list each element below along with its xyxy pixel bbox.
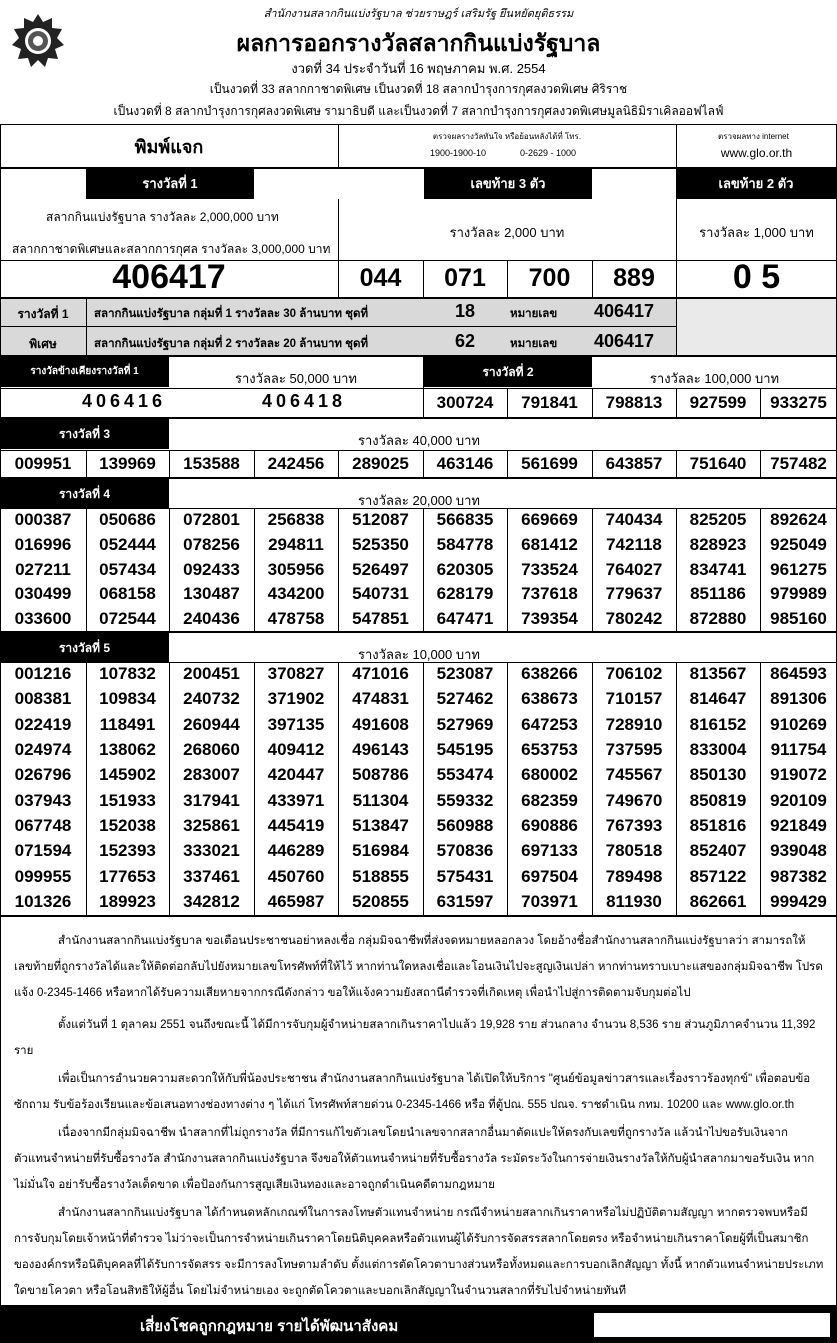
fourth-prize-number: 733524 bbox=[521, 559, 578, 579]
fifth-prize-number: 516984 bbox=[352, 841, 409, 861]
fifth-prize-number: 189923 bbox=[99, 891, 156, 911]
special-row-2-set: 62 bbox=[454, 331, 476, 351]
internet-label: ตรวจผลทาง internet bbox=[718, 132, 789, 141]
fifth-prize-number: 409412 bbox=[267, 740, 325, 760]
fifth-prize-number: 107832 bbox=[99, 664, 156, 684]
fourth-prize-number: 737618 bbox=[521, 584, 578, 604]
fourth-prize-number: 739354 bbox=[521, 609, 578, 629]
fourth-prize-number: 780242 bbox=[605, 609, 663, 629]
last3-label: เลขท้าย 3 ตัว bbox=[424, 169, 592, 199]
fifth-prize-number: 151933 bbox=[99, 790, 156, 810]
fourth-prize-number: 525350 bbox=[352, 534, 409, 554]
fifth-prize-number: 333021 bbox=[183, 841, 240, 861]
fifth-prize-number: 851816 bbox=[689, 815, 747, 835]
fifth-prize-number: 527462 bbox=[436, 689, 494, 709]
fifth-prize-number: 465987 bbox=[267, 891, 325, 911]
fourth-prize-number: 540731 bbox=[352, 584, 409, 604]
page-title: ผลการออกรางวัลสลากกินแบ่งรัฐบาล bbox=[236, 30, 601, 56]
fourth-prize-number: 068158 bbox=[99, 584, 156, 604]
fourth-prize-number: 851186 bbox=[690, 584, 746, 604]
third-prize-number: 139969 bbox=[99, 453, 156, 473]
fifth-prize-number: 570836 bbox=[436, 841, 494, 861]
fourth-prize-number: 050686 bbox=[99, 509, 156, 529]
fifth-prize-number: 099955 bbox=[14, 866, 72, 886]
fifth-prize-number: 647253 bbox=[521, 714, 578, 734]
fifth-prize-number: 816152 bbox=[689, 714, 747, 734]
fifth-prize-number: 811930 bbox=[606, 891, 662, 911]
third-prize-number: 009951 bbox=[14, 453, 72, 473]
fourth-prize-number: 027211 bbox=[15, 559, 71, 579]
fourth-prize-desc: รางวัลละ 20,000 บาท bbox=[358, 493, 480, 508]
fourth-prize-number: 779637 bbox=[605, 584, 663, 604]
fifth-prize-number: 446289 bbox=[267, 841, 325, 861]
fifth-prize-number: 523087 bbox=[436, 664, 494, 684]
fifth-prize-number: 559332 bbox=[436, 790, 494, 810]
fourth-prize-number: 764027 bbox=[605, 559, 663, 579]
fifth-prize-number: 527969 bbox=[436, 714, 494, 734]
fourth-prize-number: 925049 bbox=[770, 534, 827, 554]
special-label-2: พิเศษ bbox=[29, 337, 57, 351]
fifth-prize-label: รางวัลที่ 5 bbox=[0, 633, 169, 663]
fifth-prize-number: 939048 bbox=[770, 841, 827, 861]
third-prize-desc: รางวัลละ 40,000 บาท bbox=[358, 433, 480, 448]
fifth-prize-number: 109834 bbox=[99, 689, 156, 709]
fifth-prize-number: 857122 bbox=[689, 866, 747, 886]
special-row-2-num-label: หมายเลข bbox=[510, 338, 558, 350]
fourth-prize-number: 740434 bbox=[605, 509, 663, 529]
third-prize-number: 463146 bbox=[436, 453, 494, 473]
fifth-prize-number: 240732 bbox=[183, 689, 240, 709]
phone-1: 1900-1900-10 bbox=[430, 148, 487, 158]
fourth-prize-number: 872880 bbox=[689, 609, 747, 629]
fifth-prize-number: 260944 bbox=[183, 714, 240, 734]
fifth-prize-number: 071594 bbox=[14, 841, 72, 861]
fifth-prize-number: 553474 bbox=[436, 765, 494, 785]
fifth-prize-number: 283007 bbox=[183, 765, 240, 785]
last2-desc: รางวัลละ 1,000 บาท bbox=[699, 225, 814, 240]
last3-number: 700 bbox=[528, 264, 571, 292]
special-row-1-num-label: หมายเลข bbox=[510, 308, 558, 320]
fifth-prize-number: 397135 bbox=[267, 714, 325, 734]
fifth-prize-number: 728910 bbox=[605, 714, 663, 734]
fourth-prize-number: 742118 bbox=[606, 534, 662, 554]
fifth-prize-number: 177653 bbox=[99, 866, 156, 886]
fourth-prize-number: 016996 bbox=[14, 534, 72, 554]
fifth-prize-number: 767393 bbox=[605, 815, 663, 835]
fifth-prize-number: 518855 bbox=[352, 866, 409, 886]
fourth-prize-number: 961275 bbox=[770, 559, 827, 579]
fifth-prize-number: 911754 bbox=[770, 740, 827, 760]
fifth-prize-number: 653753 bbox=[521, 740, 578, 760]
fourth-prize-number: 620305 bbox=[436, 559, 494, 579]
fifth-prize-number: 921849 bbox=[770, 815, 827, 835]
notice-4: เนื่องจากมีกลุ่มมิจฉาชีพ นำสลากที่ไม่ถูกรางวัล ที่มีการแก้ไขตัวเลขโดยนำเลขจากสลากอื่นมาตัดแปะให้ตรงกับเลขที่ถูกรางวัล แล้วนำไปขอรับเงินจากตัวแทนจำหน่ายที่รับซื้อรางวัล สำนักงานสลากกินแบ่งรัฐบาล จึงขอให้ตัวแทนจำหน่ายที่รับซื้อรางวัล ระมัดระวังในการจ่ายเงินรางวัลให้กับผู้นำสลากมาขอรับเงิน หากไม่มั่นใจ อย่ารับซื้อรางวัลเด็ดขาด เพื่อป้องกันการสูญเสียเงินทองและอาจถูกดำเนินคดีตามกฎหมาย bbox=[14, 1127, 815, 1191]
fifth-prize-number: 513847 bbox=[352, 815, 409, 835]
fifth-prize-number: 706102 bbox=[605, 664, 663, 684]
fourth-prize-number: 294811 bbox=[268, 534, 324, 554]
fourth-prize-number: 526497 bbox=[352, 559, 409, 579]
first-prize-desc-1: สลากกินแบ่งรัฐบาล รางวัลละ 2,000,000 บาท bbox=[46, 210, 279, 224]
fourth-prize-number: 092433 bbox=[183, 559, 240, 579]
special-row-1-set: 18 bbox=[454, 301, 476, 321]
fifth-prize-number: 864593 bbox=[770, 664, 827, 684]
footer-slogan: เสี่ยงโชคถูกกฎหมาย รายได้พัฒนาสังคม bbox=[140, 1318, 399, 1335]
fifth-prize-number: 813567 bbox=[689, 664, 747, 684]
special-row-2-number: 406417 bbox=[594, 331, 655, 351]
fifth-prize-number: 491608 bbox=[352, 714, 409, 734]
fifth-prize-number: 037943 bbox=[14, 790, 72, 810]
fifth-prize-number: 022419 bbox=[14, 714, 72, 734]
fifth-prize-number: 862661 bbox=[689, 891, 747, 911]
fifth-prize-number: 545195 bbox=[436, 740, 494, 760]
fifth-prize-number: 631597 bbox=[436, 891, 494, 911]
fifth-prize-number: 420447 bbox=[267, 765, 325, 785]
fifth-prize-number: 317941 bbox=[183, 790, 240, 810]
last2-number: 0 5 bbox=[732, 258, 781, 296]
fifth-prize-number: 371902 bbox=[267, 689, 325, 709]
last3-number: 044 bbox=[359, 264, 402, 292]
fourth-prize-number: 030499 bbox=[14, 584, 72, 604]
fifth-prize-number: 152038 bbox=[99, 815, 156, 835]
fifth-prize-number: 697133 bbox=[521, 841, 578, 861]
first-prize-number: 406417 bbox=[112, 258, 226, 296]
fourth-prize-number: 669669 bbox=[521, 509, 578, 529]
fourth-prize-number: 478758 bbox=[267, 609, 325, 629]
third-prize-label: รางวัลที่ 3 bbox=[0, 419, 169, 449]
fifth-prize-number: 508786 bbox=[352, 765, 409, 785]
last2-label: เลขท้าย 2 ตัว bbox=[676, 169, 836, 199]
fourth-prize-number: 628179 bbox=[436, 584, 494, 604]
fifth-prize-number: 138062 bbox=[99, 740, 156, 760]
fourth-prize-number: 072801 bbox=[183, 509, 240, 529]
brand-label: พิมพ์แจก bbox=[134, 137, 204, 157]
fourth-prize-number: 892624 bbox=[770, 509, 827, 529]
last3-number: 071 bbox=[444, 264, 486, 292]
fifth-prize-number: 445419 bbox=[267, 815, 325, 835]
fifth-prize-number: 749670 bbox=[605, 790, 663, 810]
fifth-prize-number: 850130 bbox=[689, 765, 747, 785]
second-prize-number: 300724 bbox=[436, 393, 494, 412]
second-prize-label: รางวัลที่ 2 bbox=[424, 357, 592, 387]
fourth-prize-number: 240436 bbox=[183, 609, 240, 629]
fourth-prize-label: รางวัลที่ 4 bbox=[0, 479, 169, 509]
third-prize-number: 289025 bbox=[352, 453, 409, 473]
fifth-prize-number: 737595 bbox=[605, 740, 663, 760]
fifth-prize-number: 852407 bbox=[689, 841, 747, 861]
special-label-1: รางวัลที่ 1 bbox=[17, 307, 69, 321]
fourth-prize-number: 052444 bbox=[99, 534, 156, 554]
fifth-prize-number: 101326 bbox=[14, 891, 72, 911]
fifth-prize-number: 575431 bbox=[436, 866, 494, 886]
fifth-prize-number: 638673 bbox=[521, 689, 578, 709]
fourth-prize-number: 033600 bbox=[14, 609, 72, 629]
special-row-1-number: 406417 bbox=[594, 301, 655, 321]
fifth-prize-number: 919072 bbox=[770, 765, 827, 785]
fifth-prize-number: 920109 bbox=[770, 790, 827, 810]
fifth-prize-number: 471016 bbox=[352, 664, 409, 684]
fifth-prize-number: 690886 bbox=[521, 815, 578, 835]
fifth-prize-number: 450760 bbox=[267, 866, 325, 886]
fourth-prize-number: 072544 bbox=[99, 609, 156, 629]
fifth-prize-number: 789498 bbox=[605, 866, 663, 886]
fifth-prize-number: 891306 bbox=[770, 689, 827, 709]
fourth-prize-number: 256838 bbox=[267, 509, 325, 529]
first-prize-label: รางวัลที่ 1 bbox=[86, 169, 254, 199]
notice-2: ตั้งแต่วันที่ 1 ตุลาคม 2551 จนถึงขณะนี้ ได้มีการจับกุมผู้จำหน่ายสลากเกินราคาไปแล้ว 19,928 ราย ส่วนกลาง จำนวน 8,536 ราย ส่วนภูมิภาคจำนวน 11,392 ราย bbox=[14, 1019, 816, 1057]
fifth-prize-desc: รางวัลละ 10,000 บาท bbox=[358, 647, 480, 662]
fifth-prize-number: 703971 bbox=[521, 891, 578, 911]
fifth-prize-number: 496143 bbox=[352, 740, 409, 760]
special-row-1-desc: สลากกินแบ่งรัฐบาล กลุ่มที่ 1 รางวัลละ 30 ล้านบาท ชุดที่ bbox=[94, 308, 369, 320]
fourth-prize-number: 512087 bbox=[352, 509, 409, 529]
fifth-prize-number: 910269 bbox=[770, 714, 827, 734]
fifth-prize-number: 638266 bbox=[521, 664, 578, 684]
fourth-prize-number: 566835 bbox=[436, 509, 494, 529]
fourth-prize-number: 584778 bbox=[436, 534, 494, 554]
notice-1: สำนักงานสลากกินแบ่งรัฐบาล ขอเตือนประชาชนอย่าหลงเชื่อ กลุ่มมิจฉาชีพที่ส่งจดหมายหลอกลวง โดยอ้างชื่อสำนักงานสลากกินแบ่งรัฐบาลว่า สามารถให้เลขท้ายที่ถูกรางวัลได้และให้ติดต่อกลับไปยังหมายเลขโทรศัพท์ที่ให้ไว้ หากท่านใดหลงเชื่อและโอนเงินไปจะสูญเงินเปล่า หากท่านทราบเบาะแสของกลุ่มมิจฉาชีพ โปรดแจ้ง 0-2345-1466 หรือหากได้รับความเสียหายจากกรณีดังกล่าว ขอให้แจ้งความยังสถานีตำรวจที่เกิดเหตุ เพื่อนำไปสู่การติดตามจับกุมต่อไป bbox=[14, 935, 823, 999]
fifth-prize-number: 814647 bbox=[689, 689, 747, 709]
sub-line-2: เป็นงวดที่ 8 สลากบำรุงการกุศลงวดพิเศษ รามาธิบดี และเป็นงวดที่ 7 สลากบำรุงการกุศลงวดพิเศษมูลนิธิมิราเคิลออฟไลฟ์ bbox=[113, 104, 724, 118]
fifth-prize-number: 337461 bbox=[183, 866, 240, 886]
third-prize-number: 757482 bbox=[770, 453, 827, 473]
fifth-prize-number: 342812 bbox=[183, 891, 240, 911]
fifth-prize-number: 680002 bbox=[521, 765, 578, 785]
fifth-prize-number: 999429 bbox=[770, 891, 827, 911]
fifth-prize-number: 520855 bbox=[352, 891, 409, 911]
second-prize-desc: รางวัลละ 100,000 บาท bbox=[649, 371, 780, 386]
fifth-prize-number: 850819 bbox=[689, 790, 747, 810]
last3-desc: รางวัลละ 2,000 บาท bbox=[449, 225, 565, 240]
first-prize-desc-2: สลากกาชาดพิเศษและสลากการกุศล รางวัลละ 3,000,000 บาท bbox=[12, 242, 331, 256]
third-prize-number: 643857 bbox=[605, 453, 663, 473]
fifth-prize-number: 008381 bbox=[14, 689, 72, 709]
fifth-prize-number: 560988 bbox=[436, 815, 494, 835]
third-prize-number: 153588 bbox=[183, 453, 240, 473]
fourth-prize-number: 825205 bbox=[689, 509, 747, 529]
phone-label: ตรวจผลรางวัลทันใจ หรือย้อนหลังได้ที่ โทร. bbox=[432, 132, 582, 141]
fifth-prize-number: 745567 bbox=[605, 765, 663, 785]
footer-blank-box bbox=[594, 1313, 830, 1337]
fifth-prize-number: 200451 bbox=[183, 664, 240, 684]
fifth-prize-number: 833004 bbox=[689, 740, 747, 760]
second-prize-number: 791841 bbox=[521, 393, 578, 412]
second-prize-number: 798813 bbox=[605, 393, 663, 412]
adjacent-number: 406416 bbox=[81, 391, 167, 411]
fourth-prize-number: 834741 bbox=[689, 559, 747, 579]
phone-2: 0-2629 - 1000 bbox=[520, 148, 577, 158]
notice-3: เพื่อเป็นการอำนวยความสะดวกให้กับพี่น้องประชาชน สำนักงานสลากกินแบ่งรัฐบาล ได้เปิดให้บริการ "ศูนย์ข้อมูลข่าวสารและเรื่องราวร้องทุกข์" เพื่อตอบข้อซักถาม รับข้อร้องเรียนและข้อเสนอทางช่องทางต่าง ๆ ได้แก่ โทรศัพท์สายด่วน 0-2345-1466 หรือ ที่ตู้ปณ. 555 ปณจ. ราชดำเนิน กทม. 10200 และ www.glo.or.th bbox=[14, 1073, 811, 1111]
fifth-prize-number: 067748 bbox=[14, 815, 72, 835]
fifth-prize-number: 511304 bbox=[352, 790, 409, 810]
fifth-prize-number: 682359 bbox=[521, 790, 578, 810]
draw-line: งวดที่ 34 ประจำวันที่ 16 พฤษภาคม พ.ศ. 2554 bbox=[291, 61, 546, 76]
second-prize-number: 927599 bbox=[689, 393, 747, 412]
fifth-prize-number: 268060 bbox=[183, 740, 240, 760]
fourth-prize-number: 547851 bbox=[352, 609, 409, 629]
fifth-prize-number: 433971 bbox=[267, 790, 325, 810]
fifth-prize-number: 026796 bbox=[14, 765, 72, 785]
fifth-prize-number: 118491 bbox=[99, 714, 156, 734]
fifth-prize-number: 370827 bbox=[267, 664, 325, 684]
fifth-prize-number: 780518 bbox=[605, 841, 663, 861]
adjacent-label: รางวัลข้างเคียงรางวัลที่ 1 bbox=[0, 357, 169, 387]
fourth-prize-number: 078256 bbox=[183, 534, 240, 554]
fourth-prize-number: 681412 bbox=[521, 534, 578, 554]
adjacent-desc: รางวัลละ 50,000 บาท bbox=[235, 371, 357, 386]
special-row-2-desc: สลากกินแบ่งรัฐบาล กลุ่มที่ 2 รางวัลละ 20 ล้านบาท ชุดที่ bbox=[94, 338, 369, 350]
fourth-prize-number: 828923 bbox=[689, 534, 747, 554]
fourth-prize-number: 434200 bbox=[267, 584, 325, 604]
sub-line-1: เป็นงวดที่ 33 สลากกาชาดพิเศษ เป็นงวดที่ 18 สลากบำรุงการกุศลงวดพิเศษ ศิริราช bbox=[209, 82, 628, 96]
fifth-prize-number: 024974 bbox=[14, 740, 72, 760]
third-prize-number: 242456 bbox=[267, 453, 325, 473]
fourth-prize-number: 057434 bbox=[99, 559, 156, 579]
fourth-prize-number: 979989 bbox=[770, 584, 827, 604]
second-prize-number: 933275 bbox=[770, 393, 827, 412]
fifth-prize-number: 152393 bbox=[99, 841, 156, 861]
last3-number: 889 bbox=[613, 264, 655, 292]
fifth-prize-number: 710157 bbox=[605, 689, 663, 709]
third-prize-number: 561699 bbox=[521, 453, 578, 473]
fifth-prize-number: 697504 bbox=[521, 866, 578, 886]
fourth-prize-number: 000387 bbox=[14, 509, 72, 529]
fourth-prize-number: 130487 bbox=[183, 584, 240, 604]
fifth-prize-number: 987382 bbox=[770, 866, 827, 886]
fifth-prize-number: 001216 bbox=[14, 664, 72, 684]
notice-5: สำนักงานสลากกินแบ่งรัฐบาล ได้กำหนดหลักเกณฑ์ในการลงโทษตัวแทนจำหน่าย กรณีจำหน่ายสลากเกินราคาหรือไม่ปฏิบัติตามสัญญา หากตรวจพบหรือมีการจับกุมโดยเจ้าหน้าที่ตำรวจ ไม่ว่าจะเป็นการจำหน่ายเกินราคาโดยนิติบุคคลหรือตัวแทนผู้ได้รับการจัดสรรสลากโดยตรง หรือจำหน่ายเกินราคาโดยผู้ที่เป็นสมาชิกขององค์กรหรือนิติบุคคลที่ได้รับการจัดสรร จะมีการลงโทษตามลำดับ ตั้งแต่การตัดโควตาบางส่วนหรือทั้งหมดและการบอกเลิกสัญญา ทั้งนี้ หากตัวแทนจำหน่ายประเภทใดขายโควตา หรือโอนสิทธิให้ผู้อื่น โดยไม่จำหน่ายเอง จะถูกตัดโควตาและบอกเลิกสัญญาในจำนวนสลากที่รับไปจำหน่ายทันที bbox=[14, 1207, 824, 1297]
fifth-prize-number: 325861 bbox=[183, 815, 240, 835]
fourth-prize-number: 305956 bbox=[267, 559, 325, 579]
fourth-prize-number: 647471 bbox=[436, 609, 494, 629]
third-prize-number: 751640 bbox=[689, 453, 747, 473]
fifth-prize-number: 145902 bbox=[99, 765, 156, 785]
org-line: สำนักงานสลากกินแบ่งรัฐบาล ช่วยราษฎร์ เสริมรัฐ ยึนหยัดยุติธรรม bbox=[263, 8, 574, 20]
fifth-prize-number: 474831 bbox=[352, 689, 409, 709]
internet-url: www.glo.or.th bbox=[720, 146, 793, 160]
adjacent-number: 406418 bbox=[261, 391, 347, 411]
fourth-prize-number: 985160 bbox=[770, 609, 827, 629]
